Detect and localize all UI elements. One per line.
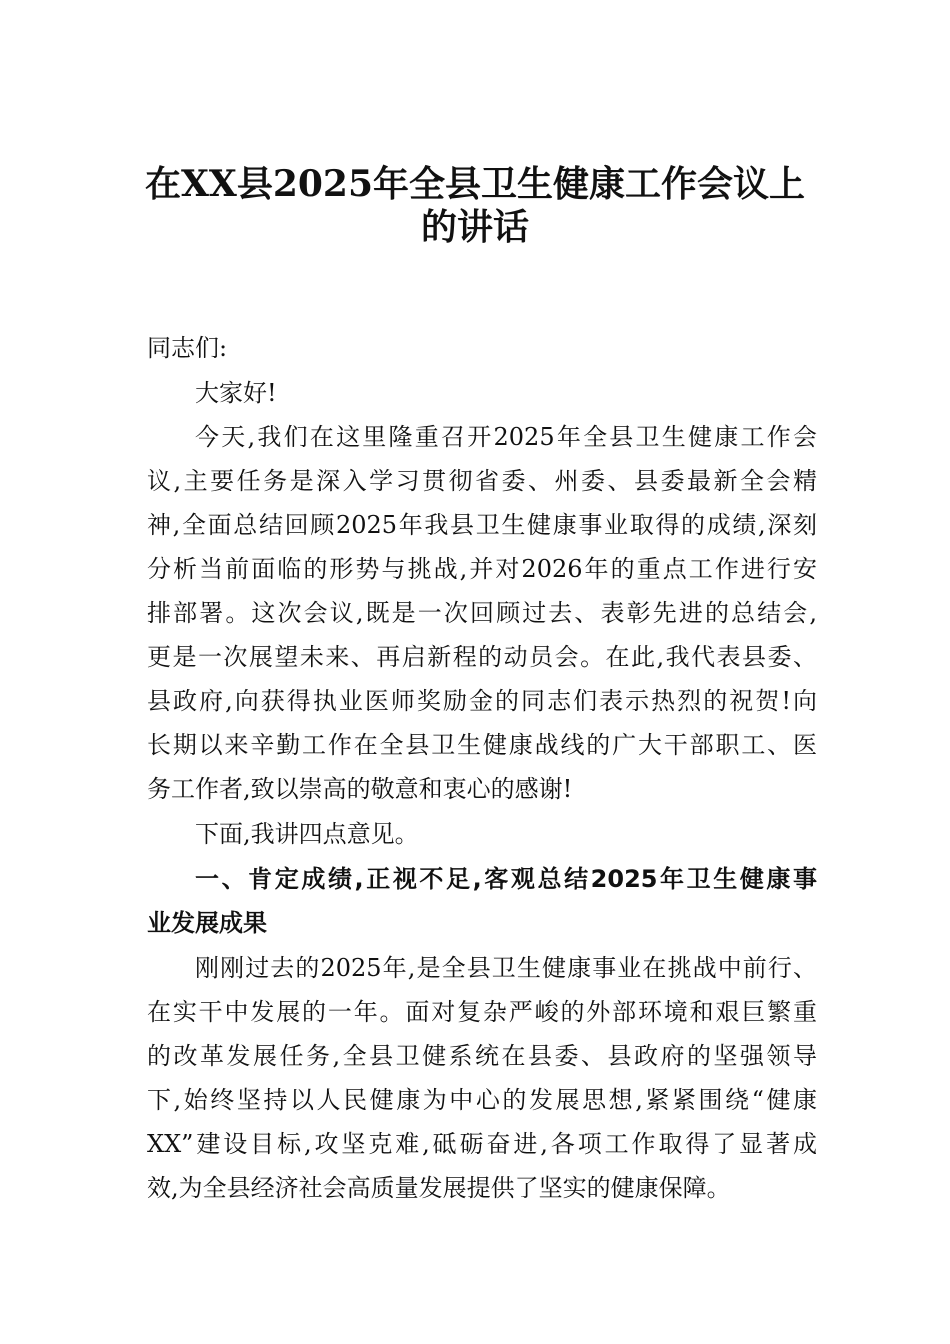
paragraph-line: XX”建设目标,攻坚克难,砥砺奋进,各项工作取得了显著成 — [147, 1130, 817, 1158]
paragraph-line: 议,主要任务是深入学习贯彻省委、州委、县委最新全会精 — [147, 467, 817, 495]
paragraph-line: 更是一次展望未来、再启新程的动员会。在此,我代表县委、 — [147, 643, 817, 671]
paragraph-line: 务工作者,致以崇高的敬意和衷心的感谢! — [147, 775, 573, 803]
document-title-line-1: 在XX县2025年全县卫生健康工作会议上 — [144, 163, 806, 205]
document-title-line-2: 的讲话 — [420, 206, 529, 248]
paragraph-line: 效,为全县经济社会高质量发展提供了坚实的健康保障。 — [147, 1174, 731, 1202]
paragraph-line: 刚刚过去的2025年,是全县卫生健康事业在挑战中前行、 — [195, 954, 817, 982]
paragraph-line: 排部署。这次会议,既是一次回顾过去、表彰先进的总结会, — [147, 599, 817, 627]
paragraph-line: 下,始终坚持以人民健康为中心的发展思想,紧紧围绕“健康 — [147, 1086, 817, 1114]
paragraph-line: 在实干中发展的一年。面对复杂严峻的外部环境和艰巨繁重 — [147, 998, 817, 1026]
paragraph-line: 今天,我们在这里隆重召开2025年全县卫生健康工作会 — [195, 423, 817, 451]
paragraph-line: 分析当前面临的形势与挑战,并对2026年的重点工作进行安 — [147, 555, 817, 583]
greeting: 大家好! — [195, 379, 277, 407]
paragraph-line: 的改革发展任务,全县卫健系统在县委、县政府的坚强领导 — [147, 1042, 817, 1070]
paragraph-line: 县政府,向获得执业医师奖励金的同志们表示热烈的祝贺!向 — [147, 687, 817, 715]
paragraph-line: 神,全面总结回顾2025年我县卫生健康事业取得的成绩,深刻 — [147, 511, 817, 539]
salutation: 同志们: — [147, 334, 228, 362]
paragraph-line: 长期以来辛勤工作在全县卫生健康战线的广大干部职工、医 — [147, 731, 817, 759]
section-heading-line-2: 业发展成果 — [147, 909, 267, 937]
section-heading-line-1: 一、肯定成绩,正视不足,客观总结2025年卫生健康事 — [195, 865, 817, 893]
transition-paragraph: 下面,我讲四点意见。 — [195, 820, 419, 848]
